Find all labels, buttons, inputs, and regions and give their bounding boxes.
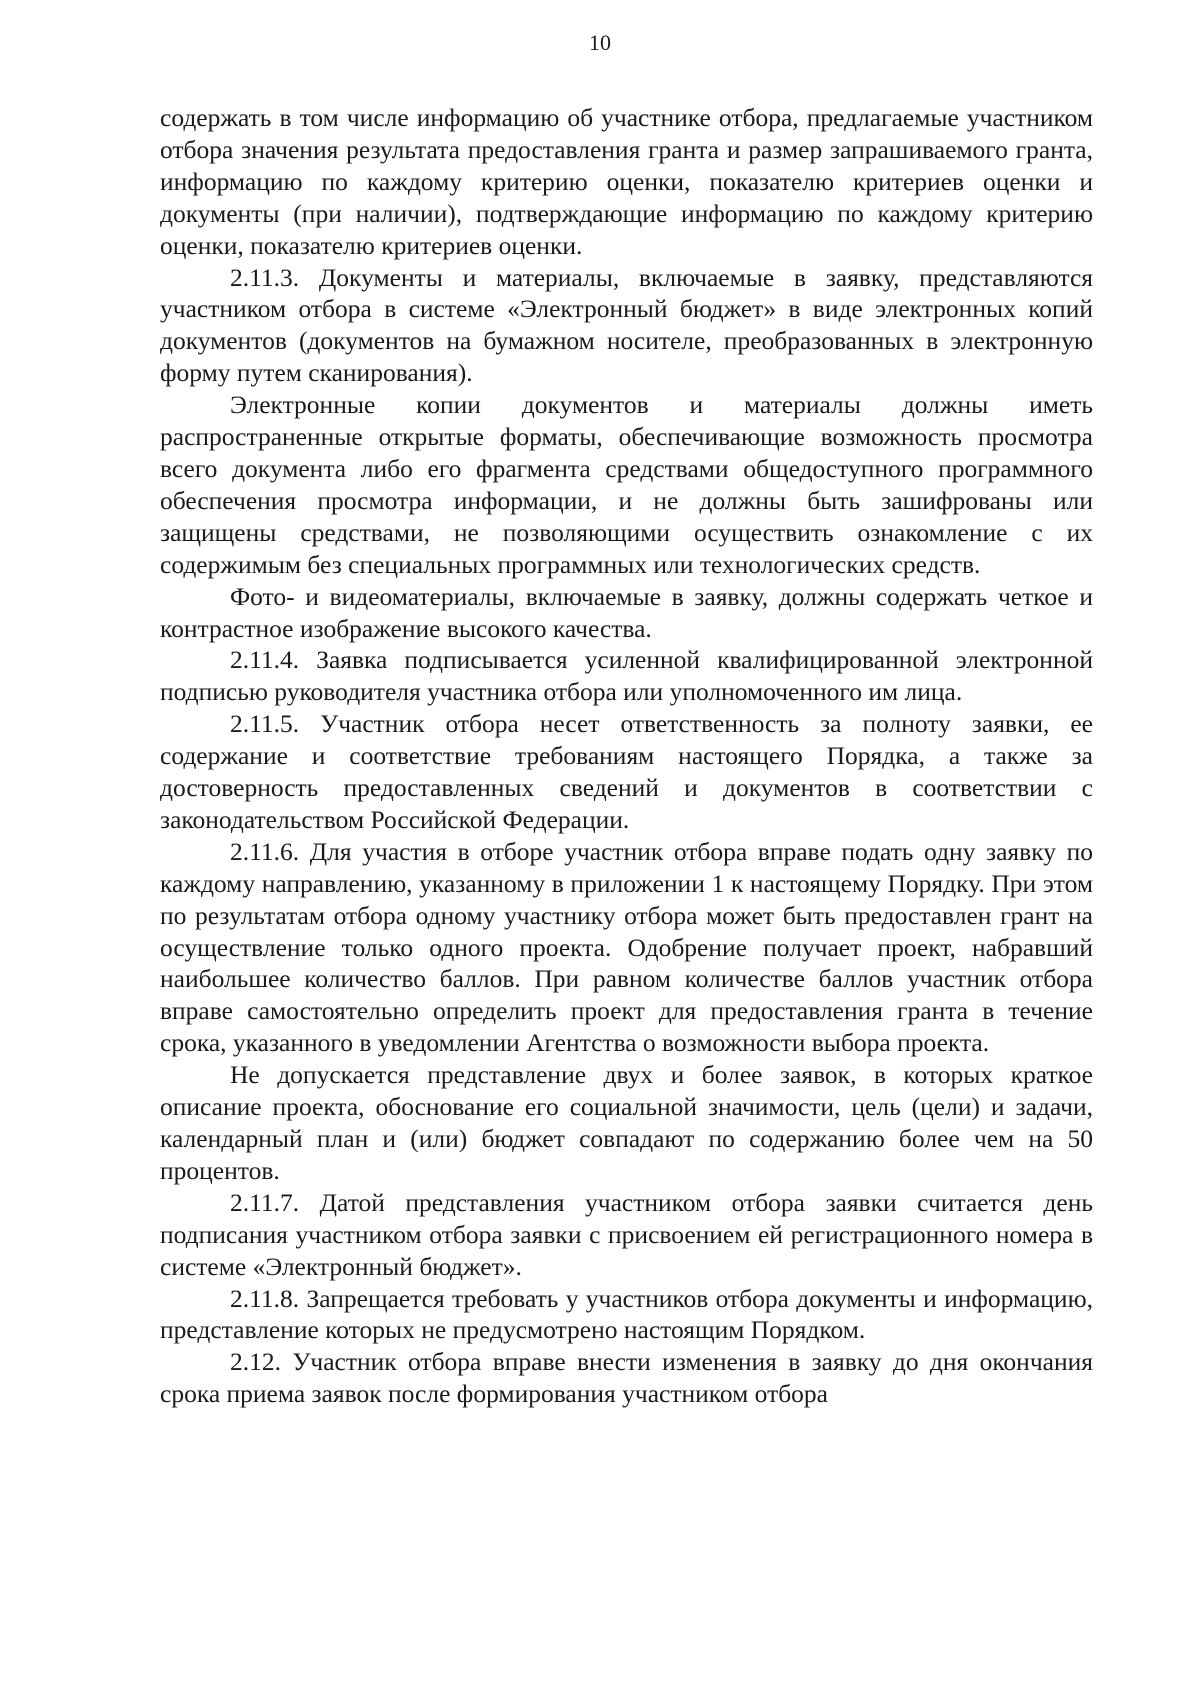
paragraph-2-11-4: 2.11.4. Заявка подписывается усиленной квалифицированной электронной подписью руководителя участника отбора или уполномоченного им лица.: [160, 645, 1093, 707]
page-number: 10: [589, 30, 611, 55]
paragraph-photo-video: Фото- и видеоматериалы, включаемые в заявку, должны содержать четкое и контрастное изображение высокого качества.: [160, 581, 1093, 643]
paragraph-2-12: 2.12. Участник отбора вправе внести изменения в заявку до дня окончания срока приема заявок после формирования участником отбора: [160, 1347, 1093, 1409]
paragraph-2-11-3: 2.11.3. Документы и материалы, включаемые в заявку, представляются участником отбора в системе «Электронный бюджет» в виде электронных копий документов (документов на бумажном носителе, преобразованных в электронную форму путем сканирования).: [160, 262, 1093, 388]
paragraph-2-11-5: 2.11.5. Участник отбора несет ответственность за полноту заявки, ее содержание и соответствие требованиям настоящего Порядка, а также за достоверность предоставленных сведений и документов в соответствии с законодательством Российской Федерации.: [160, 709, 1093, 834]
paragraph-electronic-copies: Электронные копии документов и материалы должны иметь распространенные открытые форматы, обеспечивающие возможность просмотра всего документа либо его фрагмента средствами общедоступного программного обеспечения просмотра информации, и не должны быть зашифрованы или защищены средствами, не позволяющими осуществить ознакомление с их содержимым без специальных программных или технологических средств.: [160, 390, 1093, 579]
document-body: [160, 102, 1093, 1410]
paragraph-2-11-6: 2.11.6. Для участия в отборе участник отбора вправе подать одну заявку по каждому направлению, указанному в приложении 1 к настоящему Порядку. При этом по результатам отбора одному участнику отбора может быть предоставлен грант на осуществление только одного проекта. Одобрение получает проект, набравший наибольшее количество баллов. При равном количестве баллов участник отбора вправе самостоятельно определить проект для предоставления гранта в течение срока, указанного в уведомлении Агентства о возможности выбора проекта.: [160, 836, 1093, 1058]
paragraph-2-11-7: 2.11.7. Датой представления участником отбора заявки считается день подписания участником отбора заявки с присвоением ей регистрационного номера в системе «Электронный бюджет».: [160, 1187, 1093, 1281]
paragraph-duplicate-applications: Не допускается представление двух и более заявок, в которых краткое описание проекта, обоснование его социальной значимости, цель (цели) и задачи, календарный план и (или) бюджет совпадают по содержанию более чем на 50 процентов.: [160, 1060, 1093, 1185]
paragraph-2-11-8: 2.11.8. Запрещается требовать у участников отбора документы и информацию, представление которых не предусмотрено настоящим Порядком.: [160, 1283, 1093, 1345]
paragraph-1: содержать в том числе информацию об участнике отбора, предлагаемые участником отбора значения результата предоставления гранта и размер запрашиваемого гранта, информацию по каждому критерию оценки, показателю критериев оценки и документы (при наличии), подтверждающие информацию по каждому критерию оценки, показателю критериев оценки.: [160, 103, 1093, 260]
